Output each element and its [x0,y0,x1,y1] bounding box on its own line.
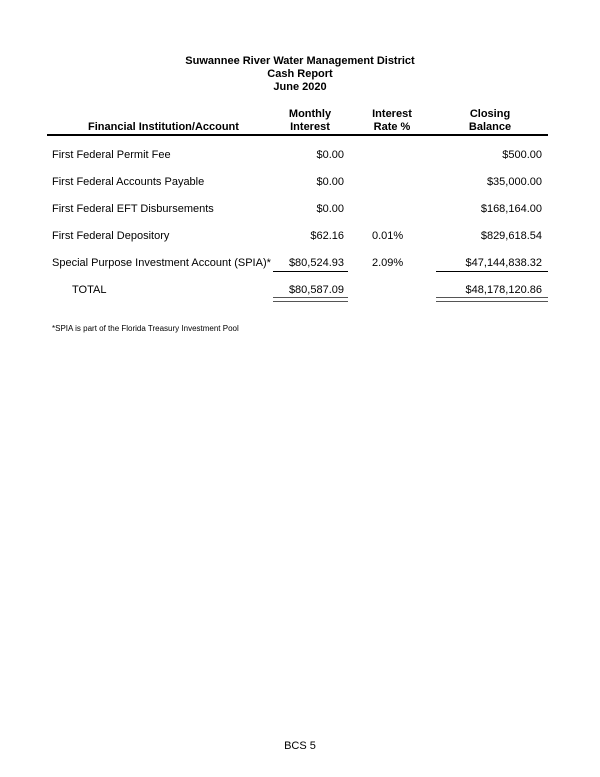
footnote: *SPIA is part of the Florida Treasury Investment Pool [52,324,239,333]
monthly-interest: $80,524.93 [288,257,344,269]
closing-balance: $829,618.54 [480,230,542,242]
monthly-interest: $0.00 [316,176,344,188]
report-title: Cash Report [267,68,333,80]
account-name: First Federal Depository [52,230,170,242]
table-row [0,202,600,216]
monthly-interest: $0.00 [316,149,344,161]
report-header [0,55,600,94]
account-name: First Federal Permit Fee [52,149,171,161]
total-interest: $80,587.09 [288,284,344,296]
table-row [0,256,600,270]
closing-balance: $500.00 [502,149,542,161]
monthly-interest: $0.00 [316,203,344,215]
interest-rate: 2.09% [372,257,404,269]
closing-balance: $35,000.00 [486,176,542,188]
table-row [0,175,600,189]
subtotal-rule-balance [436,271,548,272]
account-name: Special Purpose Investment Account (SPIA)* [52,257,271,269]
total-double-rule-balance [436,297,548,302]
total-row [0,283,600,297]
header-rule [47,134,548,136]
table-row [0,148,600,162]
account-name: First Federal EFT Disbursements [52,203,214,215]
account-name: First Federal Accounts Payable [52,176,205,188]
column-header-account: Financial Institution/Account [88,121,239,133]
monthly-interest: $62.16 [310,230,344,242]
interest-rate: 0.01% [372,230,404,242]
column-header-interest-rate: Interest Rate % [372,108,412,133]
report-period: June 2020 [273,81,327,93]
table-row [0,229,600,243]
closing-balance: $168,164.00 [480,203,542,215]
total-double-rule-interest [273,297,348,302]
column-header-closing-balance: Closing Balance [468,108,512,133]
org-name: Suwannee River Water Management District [185,55,415,67]
column-header-monthly-interest: Monthly Interest [288,108,332,133]
subtotal-rule-interest [273,271,348,272]
total-balance: $48,178,120.86 [465,284,542,296]
total-label: TOTAL [72,284,107,296]
page-number: BCS 5 [284,740,316,752]
closing-balance: $47,144,838.32 [465,257,542,269]
